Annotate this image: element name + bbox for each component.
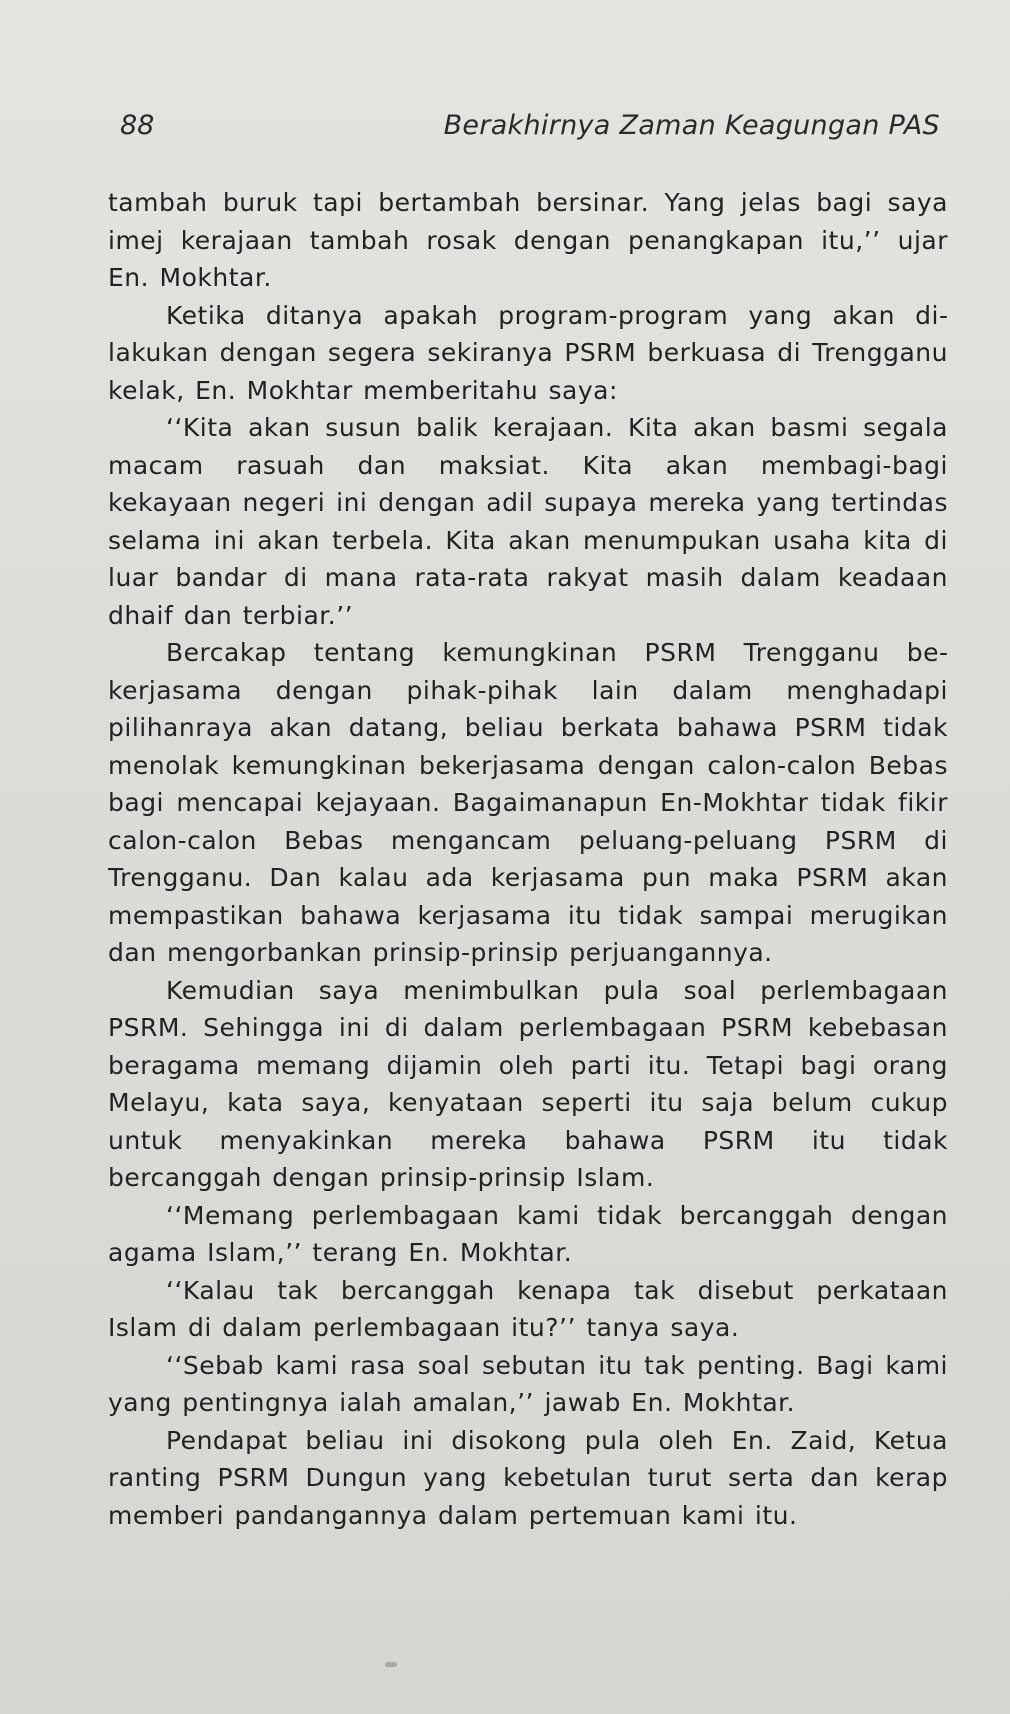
paragraph: ‘‘Kita akan susun balik kerajaan. Kita akan basmi segala macam rasuah dan maksiat. Kita akan membagi-bagi kekayaan negeri ini dengan adil supaya mereka yang tertindas selama ini akan terbela. Kita akan menumpukan usaha kita di luar bandar di mana rata-rata rakyat masih dalam keadaan dhaif dan terbiar.’’	[108, 413, 948, 630]
paragraph: tambah buruk tapi bertambah bersinar. Yang jelas bagi saya imej kerajaan tambah rosak dengan penangkapan itu,’’ ujar En. Mokhtar.	[108, 188, 948, 292]
paper-speck	[385, 1662, 397, 1667]
running-title: Berakhirnya Zaman Keagungan PAS	[443, 110, 940, 141]
paragraph: Pendapat beliau ini disokong pula oleh En. Zaid, Ketua ranting PSRM Dungun yang kebetulan turut serta dan kerap memberi pandangannya dalam pertemuan kami itu.	[108, 1425, 948, 1530]
body-text	[108, 184, 948, 1534]
paragraph: ‘‘Kalau tak bercanggah kenapa tak disebut perkataan Islam di dalam perlembagaan itu?’’ tanya saya.	[108, 1275, 948, 1342]
page-header	[120, 110, 950, 154]
paragraph: Bercakap tentang kemungkinan PSRM Trengganu bekerjasama dengan pihak-pihak lain dalam menghadapi pilihanraya akan datang, beliau berkata bahawa PSRM tidak menolak kemungkinan bekerjasama dengan calon-calon Bebas bagi mencapai kejayaan. Bagaimanapun En-Mokhtar tidak fikir calon-calon Bebas mengancam peluang-peluang PSRM di Trengganu. Dan kalau ada kerjasama pun maka PSRM akan mempastikan bahawa kerjasama itu tidak sampai merugikan dan mengorbankan prinsip-prinsip perjuangannya.	[108, 638, 948, 967]
page-number: 88	[120, 110, 155, 141]
paragraph: Ketika ditanya apakah program-program yang akan dilakukan dengan segera sekiranya PSRM berkuasa di Trengganu kelak, En. Mokhtar memberitahu saya:	[108, 300, 948, 405]
paragraph: ‘‘Sebab kami rasa soal sebutan itu tak penting. Bagi kami yang pentingnya ialah amalan,’’ jawab En. Mokhtar.	[108, 1350, 948, 1417]
paragraph: ‘‘Memang perlembagaan kami tidak bercanggah dengan agama Islam,’’ terang En. Mokhtar.	[108, 1200, 948, 1267]
paragraph: Kemudian saya menimbulkan pula soal perlembagaan PSRM. Sehingga ini di dalam perlembagaan PSRM kebebasan beragama memang dijamin oleh parti itu. Tetapi bagi orang Melayu, kata saya, kenyataan seperti itu saja belum cukup untuk menyakinkan mereka bahawa PSRM itu tidak bercanggah dengan prinsip-prinsip Islam.	[108, 975, 948, 1192]
